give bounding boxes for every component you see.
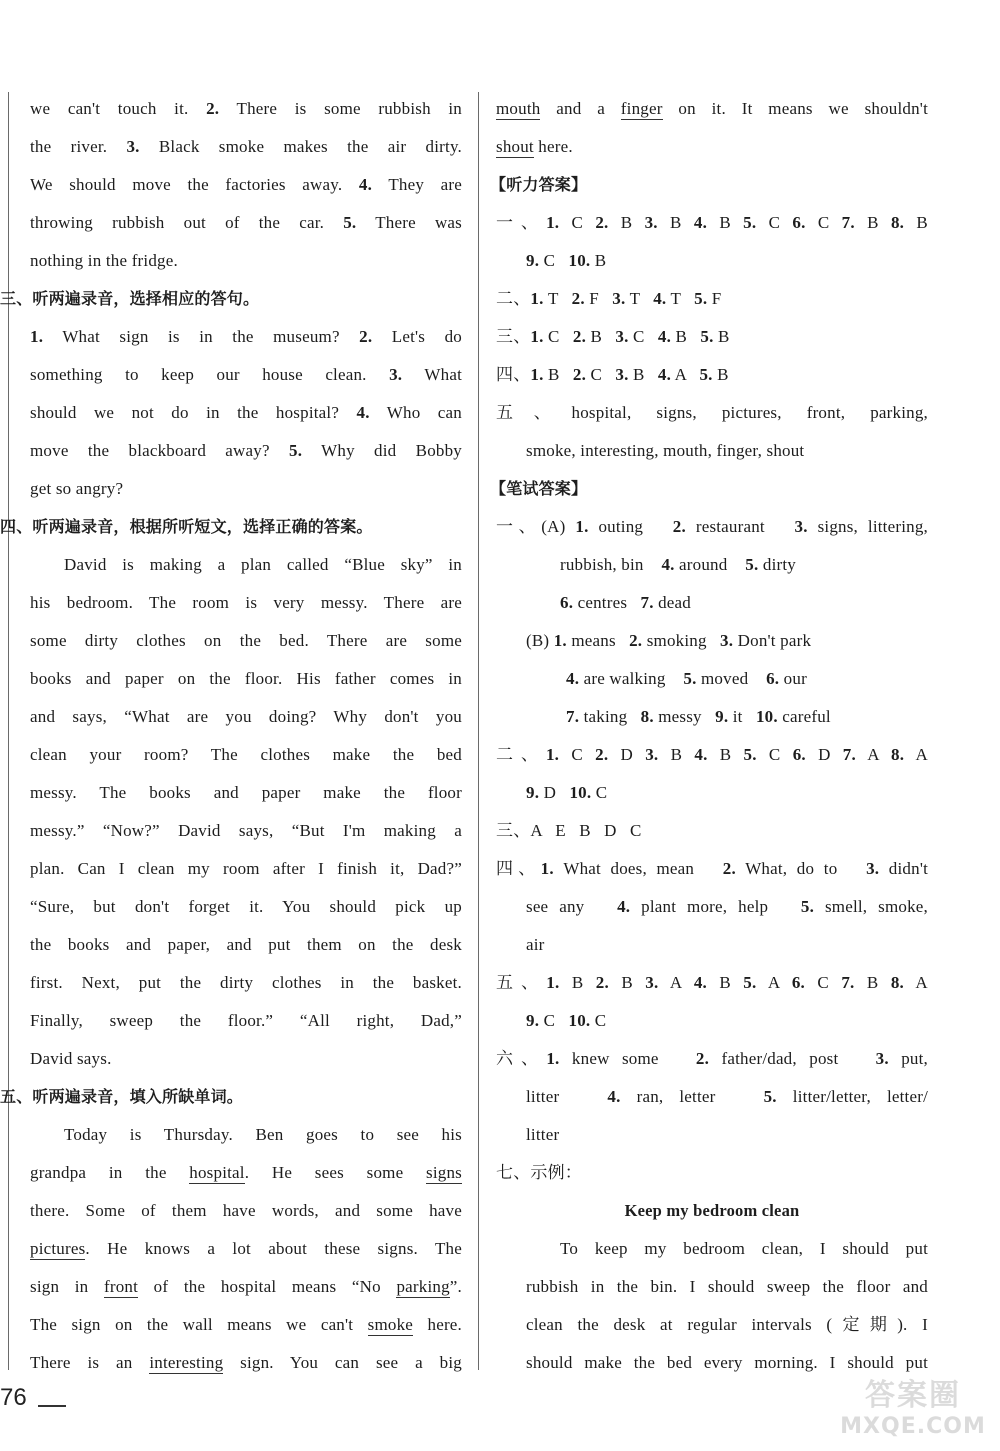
answer-line: 五、1. B 2. B 3. A 4. B 5. A 6. C 7. B 8. A [496,973,928,992]
answer-line: 五、hospital, signs, pictures, front, parking, [496,403,928,422]
text-line: messy. The books and paper make the floor [30,783,462,802]
text-line: David is making a plan called “Blue sky” in [64,555,462,574]
text-line: get so angry? [30,479,124,498]
answer-line: 四、1. B 2. C 3. B 4. A 5. B [496,365,729,384]
answer-line: 二、1. C 2. D 3. B 4. B 5. C 6. D 7. A 8. A [496,745,928,764]
answer-line: litter 4. ran, letter 5. litter/letter, letter/ [526,1087,928,1106]
answer-line: (B) 1. means 2. smoking 3. Don't park [526,631,812,650]
written-answers-heading: 【笔试答案】 [490,479,588,498]
text-line: 1. What sign is in the museum? 2. Let's do [30,327,462,346]
text-line: Finally, sweep the floor.” “All right, Dad,” [30,1011,462,1030]
text-line: plan. Can I clean my room after I finish it, Dad?” [30,859,462,878]
answer-line: smoke, interesting, mouth, finger, shout [526,441,805,460]
section-heading: 三、听两遍录音，选择相应的答句。 [0,289,260,308]
text-line: We should move the factories away. 4. They are [30,175,462,194]
answer-line: 9. C 10. C [526,1011,607,1030]
answer-line: air [526,935,545,954]
text-line: nothing in the fridge. [30,251,178,270]
section-heading: 五、听两遍录音，填入所缺单词。 [0,1087,244,1106]
text-line: the books and paper, and put them on the desk [30,935,462,954]
page-number: 76 [0,1384,27,1411]
text-line: clean your room? The clothes make the bed [30,745,462,764]
essay-line: rubbish in the bin. I should sweep the floor and [526,1277,928,1296]
answer-line: rubbish, bin 4. around 5. dirty [560,555,796,574]
column-divider [478,92,479,1370]
text-line: sign in front of the hospital means “No parking”. [30,1277,462,1296]
text-line: pictures. He knows a lot about these signs. The [30,1239,462,1258]
section-heading: 四、听两遍录音，根据所听短文，选择正确的答案。 [0,517,373,536]
watermark-logo [838,1378,988,1446]
essay-line: To keep my bedroom clean, I should put [560,1239,928,1258]
answer-line: 9. D 10. C [526,783,608,802]
text-line: mouth and a finger on it. It means we shouldn't [496,99,928,118]
text-line: should we not do in the hospital? 4. Who can [30,403,462,422]
right-column [490,90,928,1382]
page-number-rule [38,1405,66,1407]
text-line: some dirty clothes on the bed. There are some [30,631,462,650]
answer-line: 二、1. T 2. F 3. T 4. T 5. F [496,289,722,308]
answer-line: 六、1. knew some 2. father/dad, post 3. put, [496,1049,928,1068]
answer-line: 6. centres 7. dead [560,593,691,612]
text-line: books and paper on the floor. His father comes in [30,669,462,688]
answer-line: 三、1. C 2. B 3. C 4. B 5. B [496,327,730,346]
text-line: messy.” “Now?” David says, “But I'm making a [30,821,462,840]
answer-line: 三、A E B D C [496,821,642,840]
answer-line: 四、1. What does, mean 2. What, do to 3. didn't [496,859,928,878]
text-line: shout here. [496,137,573,156]
answer-line: 一、1. C 2. B 3. B 4. B 5. C 6. C 7. B 8. B [496,213,928,232]
answer-line: 七、示例： [496,1163,582,1182]
answer-line: 4. are walking 5. moved 6. our [566,669,807,688]
text-line: his bedroom. The room is very messy. There are [30,593,462,612]
text-line: David says. [30,1049,112,1068]
answer-line: 一、(A) 1. outing 2. restaurant 3. signs, littering, [496,517,928,536]
listening-answers-heading: 【听力答案】 [490,175,588,194]
text-line: first. Next, put the dirty clothes in the basket. [30,973,462,992]
answer-line: 9. C 10. B [526,251,607,270]
sample-essay-title: Keep my bedroom clean [624,1201,800,1220]
watermark-text: 答案圈 [865,1378,961,1413]
text-line: “Sure, but don't forget it. You should pick up [30,897,462,916]
answer-line: litter [526,1125,560,1144]
essay-line: should make the bed every morning. I should put [526,1353,928,1372]
text-line: the river. 3. Black smoke makes the air dirty. [30,137,462,156]
left-column [0,90,462,1382]
text-line: and says, “What are you doing? Why don't you [30,707,462,726]
text-line: move the blackboard away? 5. Why did Bobby [30,441,462,460]
answer-line: 7. taking 8. messy 9. it 10. careful [566,707,831,726]
text-line: throwing rubbish out of the car. 5. There was [30,213,462,232]
text-line: grandpa in the hospital. He sees some signs [30,1163,462,1182]
text-line: there. Some of them have words, and some have [30,1201,462,1220]
text-line: The sign on the wall means we can't smoke here. [30,1315,462,1334]
watermark-url: MXQE.COM [840,1414,986,1439]
answer-line: see any 4. plant more, help 5. smell, smoke, [526,897,928,916]
text-line: Today is Thursday. Ben goes to see his [64,1125,462,1144]
text-line: we can't touch it. 2. There is some rubbish in [30,99,462,118]
text-line: something to keep our house clean. 3. What [30,365,462,384]
essay-line: clean the desk at regular intervals (定期). I [526,1315,928,1334]
text-line: There is an interesting sign. You can see a big [30,1353,462,1372]
